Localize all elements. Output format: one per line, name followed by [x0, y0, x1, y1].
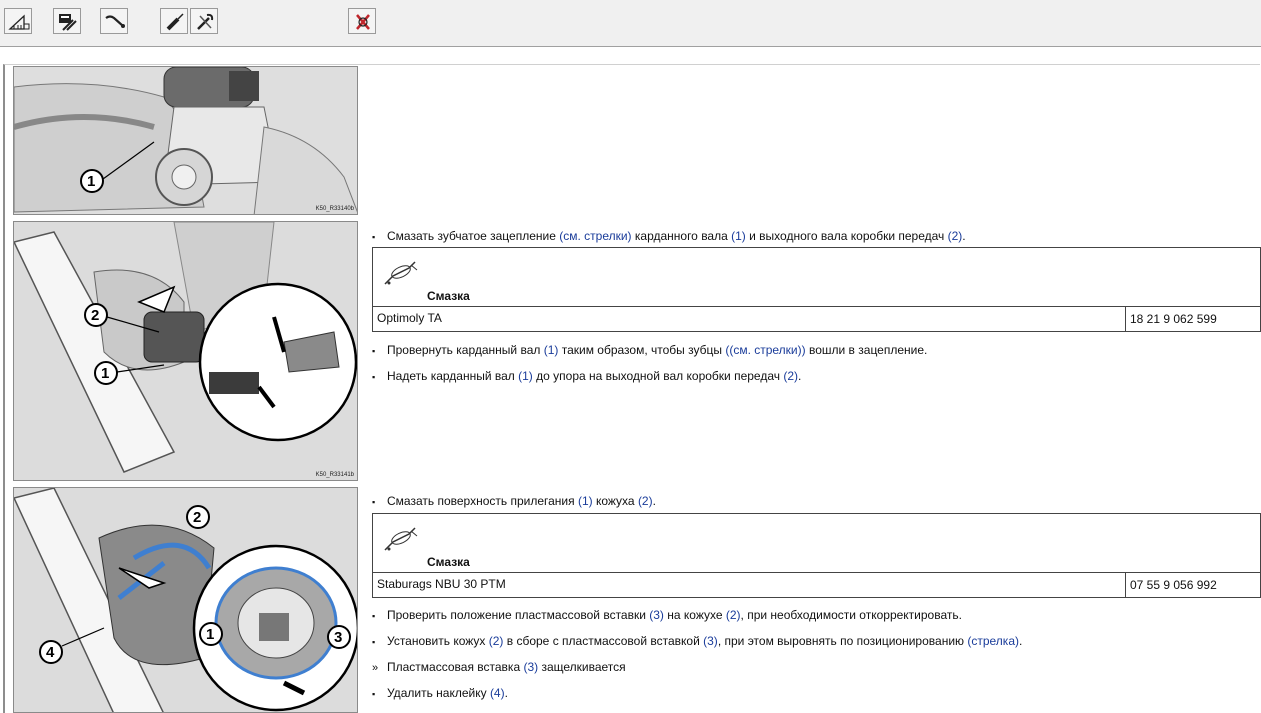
step-2: ▪ Провернуть карданный вал (1) таким образом, чтобы зубцы ((см. стрелки)) вошли в зацепление. [372, 343, 928, 357]
ref-link[interactable]: (3) [649, 608, 664, 622]
tools-icon [194, 12, 216, 32]
step-5: ▪ Проверить положение пластмассовой вставки (3) на кожухе (2), при необходимости откорректировать. [372, 608, 962, 622]
step-4: ▪ Смазать поверхность прилегания (1) кожуха (2). [372, 494, 656, 508]
lubricant-table-2 [372, 513, 1261, 598]
lubricant-name: Optimoly TA [377, 311, 442, 325]
figure-2-callout-2: 2 [91, 307, 100, 324]
figure-3-illustration [14, 488, 358, 713]
ref-link[interactable]: (1) [518, 369, 533, 383]
part-number: 07 55 9 056 992 [1125, 573, 1260, 597]
lubricant-title: Смазка [427, 555, 470, 569]
tools-button[interactable] [190, 8, 218, 34]
lubricant-table-1 [372, 247, 1261, 332]
figure-1-callout-1: 1 [87, 173, 96, 190]
triangle-ruler-icon [8, 12, 30, 32]
wrench-button[interactable] [100, 8, 128, 34]
probe-icon [164, 12, 186, 32]
step-3: ▪ Надеть карданный вал (1) до упора на выходной вал коробки передач (2). [372, 369, 802, 383]
figure-3 [13, 487, 358, 713]
ref-link[interactable]: (3) [703, 634, 718, 648]
ref-link[interactable]: (стрелка) [967, 634, 1019, 648]
grease-gun-icon [381, 524, 421, 554]
hazard-close-icon [352, 12, 374, 32]
bullet: ▪ [372, 689, 376, 699]
bullet: ▪ [372, 372, 376, 382]
ref-link[interactable]: (2) [637, 494, 653, 508]
ref-link[interactable]: (4) [489, 686, 505, 700]
figure-1-illustration [14, 67, 358, 215]
triangle-ruler-button[interactable] [4, 8, 32, 34]
step-8: ▪ Удалить наклейку (4). [372, 686, 508, 700]
ref-link[interactable]: (2) [783, 369, 799, 383]
ref-link[interactable]: (3) [523, 660, 539, 674]
ref-link[interactable]: (см. стрелки) [559, 229, 632, 243]
ref-link[interactable]: (1) [577, 494, 593, 508]
document-tools-button[interactable] [53, 8, 81, 34]
ref-link[interactable]: (2) [488, 634, 504, 648]
figure-3-callout-1: 1 [206, 626, 215, 643]
ref-link[interactable]: (2) [725, 608, 741, 622]
bullet: ▪ [372, 346, 376, 356]
grease-gun-icon [381, 258, 421, 288]
figure-3-callout-3: 3 [334, 629, 343, 646]
figure-3-callout-4: 4 [46, 644, 55, 661]
figure-code: K50_R33141b [315, 472, 354, 478]
figure-2-callout-1: 1 [101, 365, 110, 382]
lubricant-title: Смазка [427, 289, 470, 303]
bullet: ▪ [372, 232, 376, 242]
hazard-close-button[interactable] [348, 8, 376, 34]
step-6: ▪ Установить кожух (2) в сборе с пластмассовой вставкой (3), при этом выровнять по позиционированию (стрелка). [372, 634, 1023, 648]
ref-link[interactable]: (2) [947, 229, 963, 243]
ref-link[interactable]: (1) [543, 343, 559, 357]
toolbar [0, 0, 1261, 47]
ref-link[interactable]: (1) [731, 229, 746, 243]
step-1: ▪ Смазать зубчатое зацепление (см. стрелки) карданного вала (1) и выходного вала коробки передач (2). [372, 229, 966, 243]
lubricant-name: Staburags NBU 30 PTM [377, 577, 506, 591]
figure-3-callout-2: 2 [193, 509, 202, 526]
bullet: ▪ [372, 637, 376, 647]
bullet: ▪ [372, 497, 376, 507]
ref-link[interactable]: ((см. стрелки)) [725, 343, 806, 357]
result-bullet: » [372, 662, 379, 674]
step-7-result: » Пластмассовая вставка (3) защелкивается [372, 660, 626, 674]
figure-2 [13, 221, 358, 481]
figure-code: K50_R33140b [315, 206, 354, 212]
bullet: ▪ [372, 611, 376, 621]
probe-button[interactable] [160, 8, 188, 34]
wrench-icon [104, 12, 126, 32]
figure-2-illustration [14, 222, 358, 481]
figure-1 [13, 66, 358, 215]
document-tools-icon [57, 12, 79, 32]
part-number: 18 21 9 062 599 [1125, 307, 1260, 331]
